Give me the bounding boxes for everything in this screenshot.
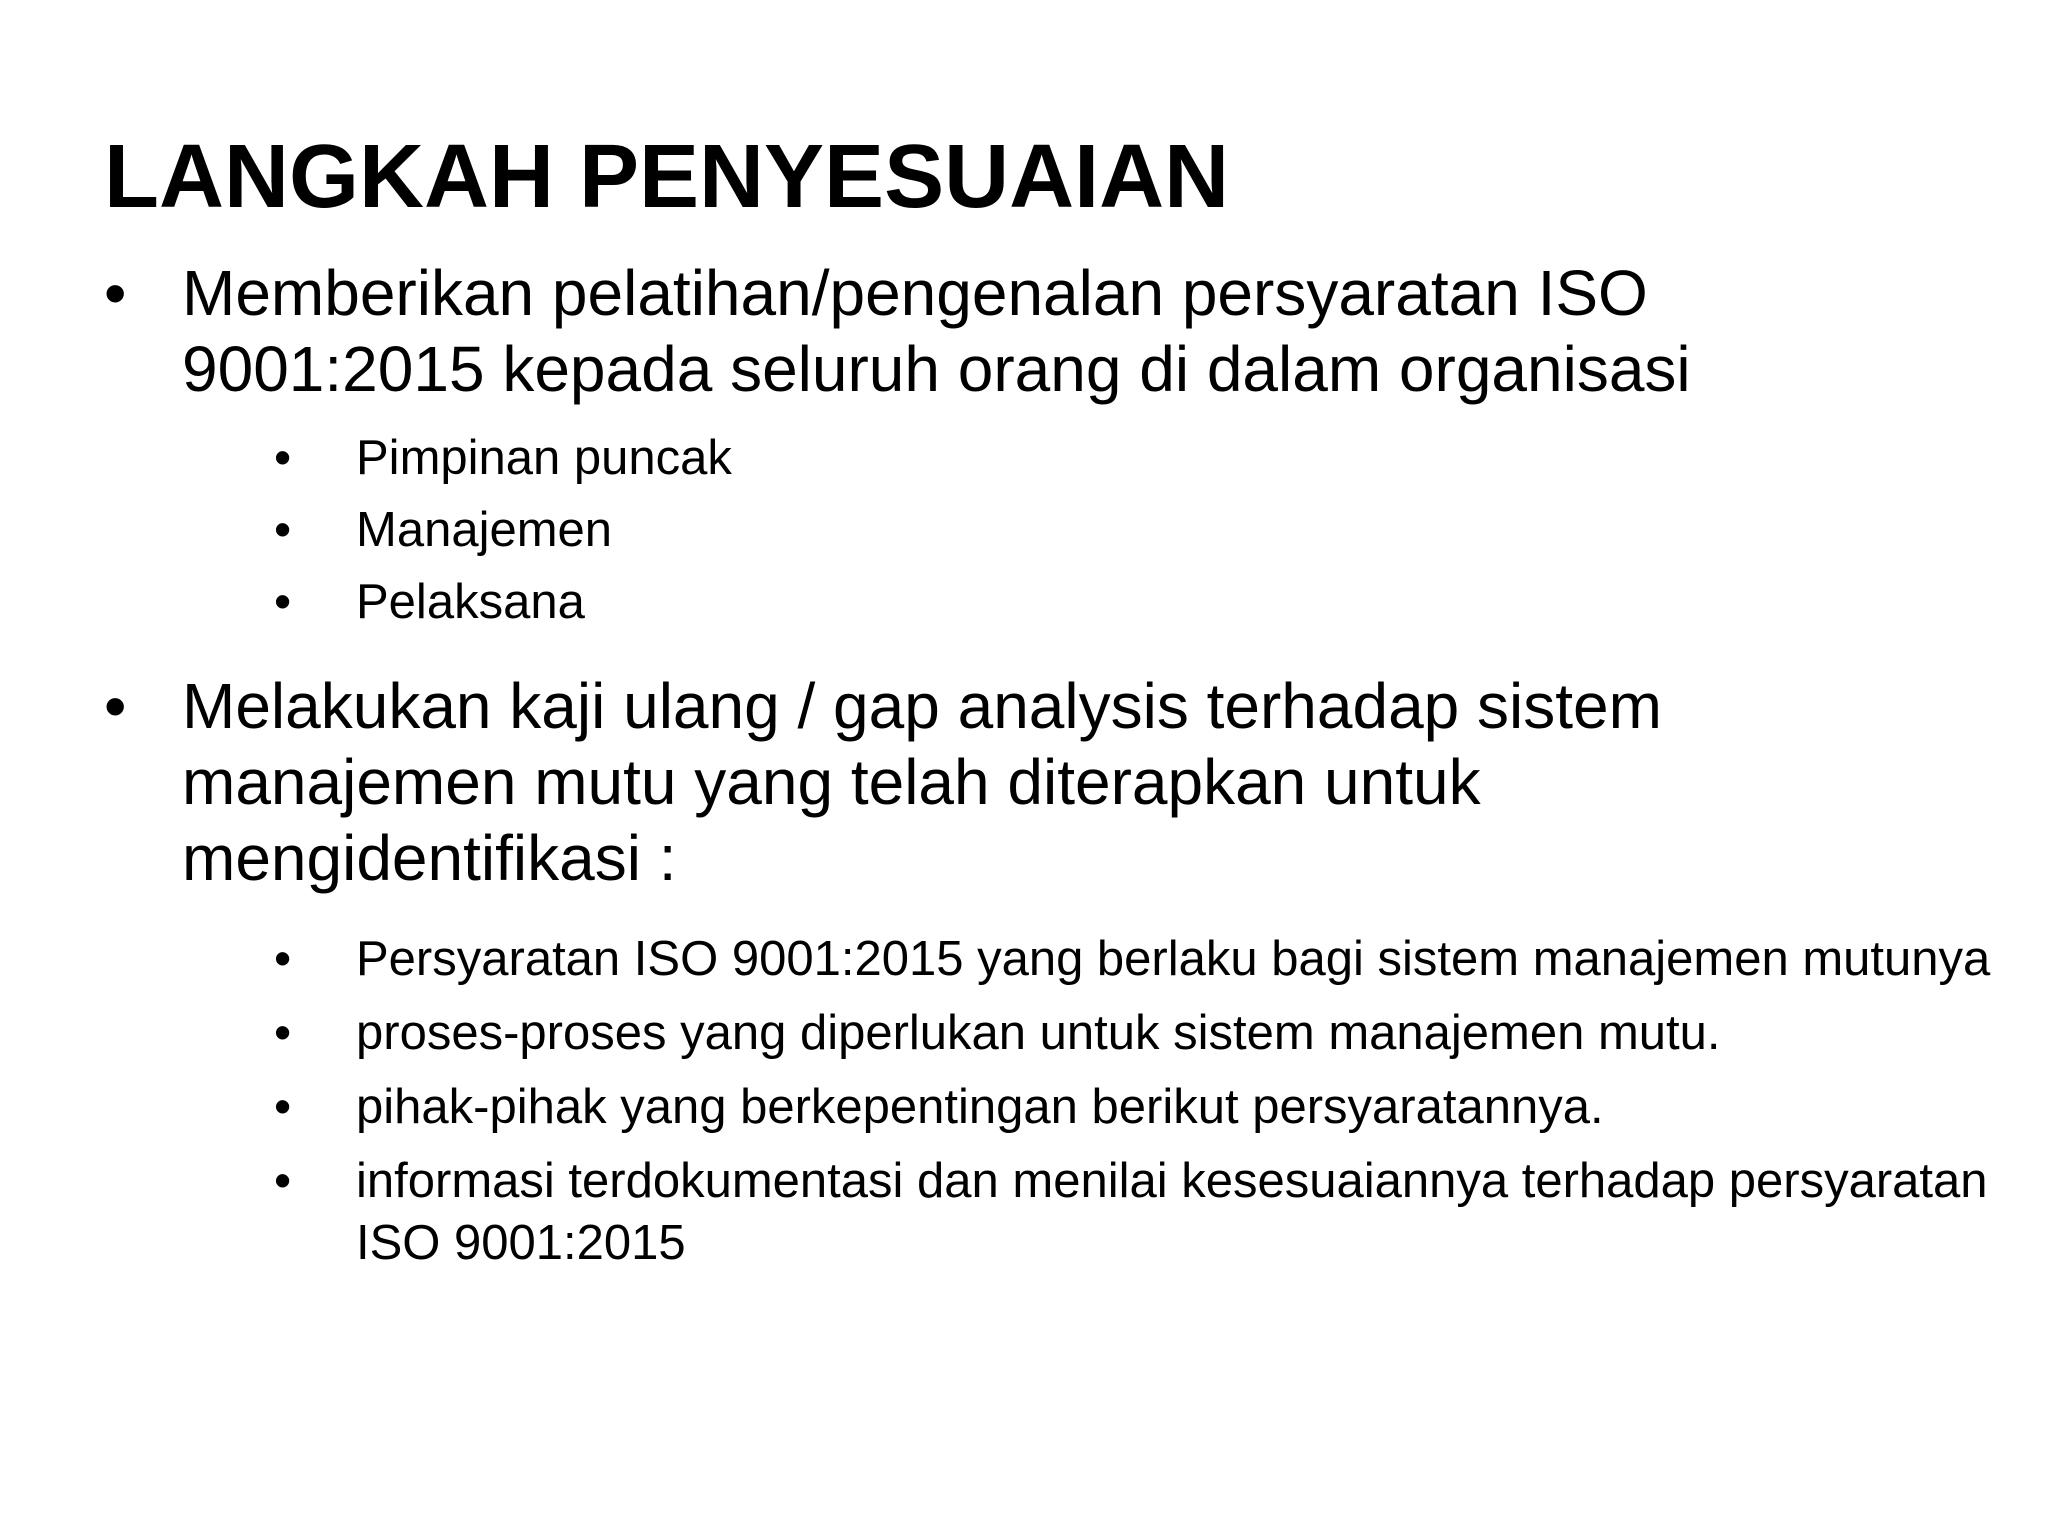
bullet-marker: • — [274, 1006, 292, 1060]
list-item-text: Persyaratan ISO 9001:2015 yang berlaku bagi sistem manajemen mutunya — [356, 932, 1991, 986]
bullet-marker: • — [274, 932, 292, 986]
sub-list-roles — [274, 427, 2044, 643]
list-item — [274, 1076, 2044, 1138]
list-item — [274, 1150, 2044, 1274]
bullet-marker: • — [274, 503, 292, 557]
list-item — [274, 499, 2044, 571]
list-item — [274, 427, 2044, 499]
bullet-marker: • — [274, 1080, 292, 1134]
bullet-marker: • — [104, 670, 127, 742]
list-item-text: informasi terdokumentasi dan menilai kesesuaiannya terhadap persyaratan ISO 9001:2015 — [356, 1154, 1988, 1270]
list-item — [274, 1002, 2044, 1064]
list-item-text: Pelaksana — [356, 575, 585, 629]
bullet-marker: • — [274, 575, 292, 629]
bullet-marker: • — [274, 1154, 292, 1208]
bullet-marker: • — [274, 431, 292, 485]
sub-list-identify — [274, 928, 2044, 1286]
list-item — [274, 928, 2044, 990]
bullet-text: Memberikan pelatihan/pengenalan persyaratan ISO 9001:2015 kepada seluruh orang di dalam organisasi — [182, 257, 1691, 405]
list-item-text: Pimpinan puncak — [356, 431, 732, 485]
bullet-text: Melakukan kaji ulang / gap analysis terhadap sistem manajemen mutu yang telah diterapkan untuk mengidentifikasi : — [182, 670, 1662, 894]
list-item — [274, 571, 2044, 643]
slide-title: LANGKAH PENYESUAIAN — [104, 127, 1230, 227]
bullet-marker: • — [104, 257, 127, 329]
list-item-text: Manajemen — [356, 503, 613, 557]
list-item-text: pihak-pihak yang berkepentingan berikut persyaratannya. — [356, 1080, 1604, 1134]
list-item-text: proses-proses yang diperlukan untuk sistem manajemen mutu. — [356, 1006, 1721, 1060]
